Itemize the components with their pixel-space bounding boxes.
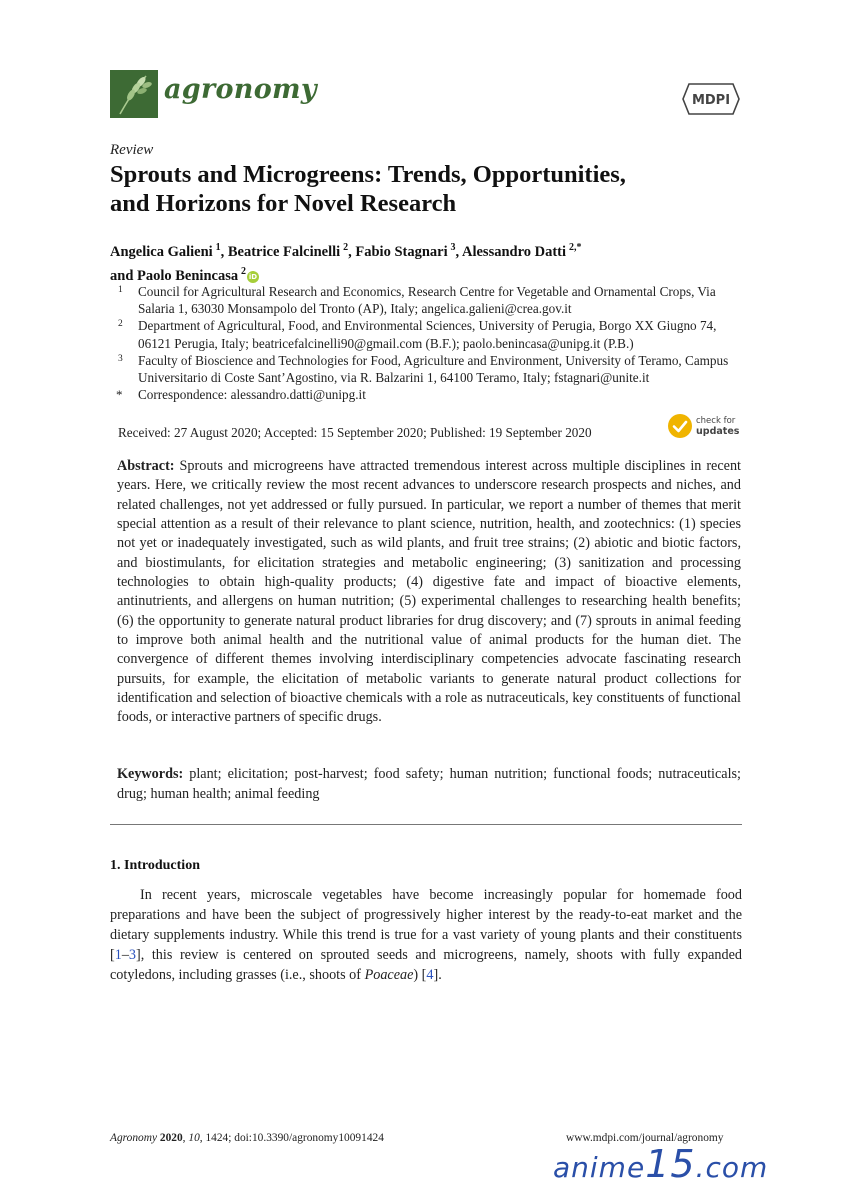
citation-link[interactable]: 1: [114, 947, 122, 963]
author-name[interactable]: Alessandro Datti: [461, 243, 567, 260]
article-title: [110, 160, 750, 218]
author-name[interactable]: and Paolo Benincasa: [110, 267, 239, 284]
citation-link[interactable]: 3: [128, 947, 137, 963]
check-updates-line1: check for: [696, 416, 736, 426]
footer-year: 2020: [159, 1132, 183, 1144]
title-line: and Horizons for Novel Research: [110, 190, 457, 217]
introduction-paragraph: In recent years, microscale vegetables have become increasingly popular for homemade food preparations and have been the subject of progressively higher interest by the ready-to-eat market and the dietary supplements industry. While this trend is true for a vast variety of young plants and their constituents [1–3], this review is centered on sprouted seeds and microgreens, namely, shoots with fully expanded cotyledons, including grasses (i.e., shoots of Poaceae) [4].: [110, 887, 742, 983]
section-heading: 1. Introduction: [110, 858, 200, 873]
keywords-text: plant; elicitation; post-harvest; food safety; human nutrition; functional foods; nutraceuticals; drug; human health; animal feeding: [117, 766, 741, 802]
affiliation-item: [110, 386, 750, 403]
affiliation-number: 1: [118, 285, 123, 295]
article-type: Review: [110, 142, 154, 158]
footer-journal: Agronomy: [110, 1132, 158, 1144]
author-affil-sup: 2: [241, 265, 247, 277]
check-updates-line2: updates: [696, 426, 740, 437]
abstract: [117, 457, 741, 728]
author-affil-sup: 3: [450, 242, 456, 253]
author-affil-sup: 2,*: [568, 242, 582, 253]
author-name[interactable]: Angelica Galieni: [110, 243, 213, 260]
check-for-updates-button[interactable]: [668, 414, 748, 442]
journal-name: agronomy: [164, 74, 317, 105]
author-affil-sup: 1: [215, 242, 221, 253]
affiliations: [110, 283, 750, 403]
author-name[interactable]: Beatrice Falcinelli: [227, 243, 341, 260]
footer-doi: , 1424; doi:10.3390/agronomy10091424: [199, 1132, 384, 1144]
affiliation-text: Faculty of Bioscience and Technologies for Food, Agriculture and Environment, University of Teramo, Campus Universitario di Coste Sant’Agostino, via R. Balzarini 1, 64100 Teramo, Italy; fstagnari@unite.it: [138, 352, 729, 386]
site-watermark: anime15.com: [553, 1142, 769, 1186]
journal-logo: [110, 70, 158, 118]
correspondence-text[interactable]: Correspondence: alessandro.datti@unipg.it: [138, 387, 366, 403]
citation-footer: Agronomy 2020, 10, 1424; doi:10.3390/agronomy10091424: [110, 1132, 384, 1144]
keywords: [117, 765, 741, 804]
affiliation-text: Department of Agricultural, Food, and Environmental Sciences, University of Perugia, Borgo XX Giugno 74, 06121 Perugia, Italy; beatricefalcinelli90@gmail.com (B.F.); paolo.benincasa@unipg.it (P.B.): [138, 318, 717, 351]
publication-dates: Received: 27 August 2020; Accepted: 15 September 2020; Published: 19 September 2020: [118, 425, 592, 440]
abstract-label: Abstract:: [117, 458, 175, 474]
affiliation-number: 2: [118, 319, 123, 330]
wheat-icon: [110, 70, 158, 118]
journal-url[interactable]: www.mdpi.com/journal/agronomy: [566, 1132, 724, 1144]
citation-link[interactable]: 4: [426, 967, 434, 983]
affiliation-item: [110, 352, 750, 386]
affiliation-item: [110, 283, 750, 317]
author-list: Angelica Galieni $^1$, Beatrice Falcinelli $^2$, Fabio Stagnari $^3$, Alessandro Datti $^{2,*}$ and Paolo Benincasa $^2$ iD: [110, 242, 582, 284]
keywords-label: Keywords:: [117, 766, 184, 782]
section-divider: [110, 824, 742, 825]
title-line: Sprouts and Microgreens: Trends, Opportunities,: [110, 161, 626, 188]
check-updates-icon: [668, 414, 692, 438]
correspondence-marker: *: [116, 387, 123, 403]
author-affil-sup: 2: [343, 242, 349, 253]
taxon-name: Poaceae: [364, 967, 414, 983]
publisher-logo: [681, 82, 741, 116]
footer-volume: 10: [188, 1132, 200, 1144]
abstract-text: Sprouts and microgreens have attracted tremendous interest across multiple disciplines in recent years. Here, we critically review the most recent advances to underscore research prospects and niches, and related challenges, not yet addressed or fully pursued. In particular, we report a number of themes that merit special attention as a result of their relevance to plant science, nutrition, health, and zootechnics: (1) species not yet or inadequately investigated, such as wild plants, and fruit tree strains; (2) abiotic and biotic factors, and biostimulants, for elicitation strategies and metabolic engineering; (3) sanitization and processing technologies to obtain high-quality products; (4) digestive fate and impact of bioactive elements, antinutrients, and allergens on human nutrition; (5) experimental challenges to researching health benefits; (6) the opportunity to generate natural product libraries for drug discovery; and (7) sprouts in animal feeding to improve both animal health and the nutritional value of animal products for the human diet. The convergence of different themes involving interdisciplinary competencies advocate fascinating research pursuits, for example, the elicitation of metabolic variants to generate natural product collections for identification and selection of bioactive chemicals with a role as nutraceuticals, key constituents of functional foods, or interactive partners of specific drugs.: [117, 458, 741, 726]
publisher-name: MDPI: [691, 93, 731, 108]
affiliation-item: [110, 317, 750, 351]
affiliation-text: Council for Agricultural Research and Economics, Research Centre for Vegetable and Ornamental Crops, Via Salaria 1, 63030 Monsampolo del Tronto (AP), Italy; angelica.galieni@crea.gov.it: [138, 284, 716, 317]
affiliation-number: 3: [118, 353, 123, 364]
author-name[interactable]: Fabio Stagnari: [355, 243, 448, 260]
orcid-icon[interactable]: iD: [248, 272, 258, 281]
